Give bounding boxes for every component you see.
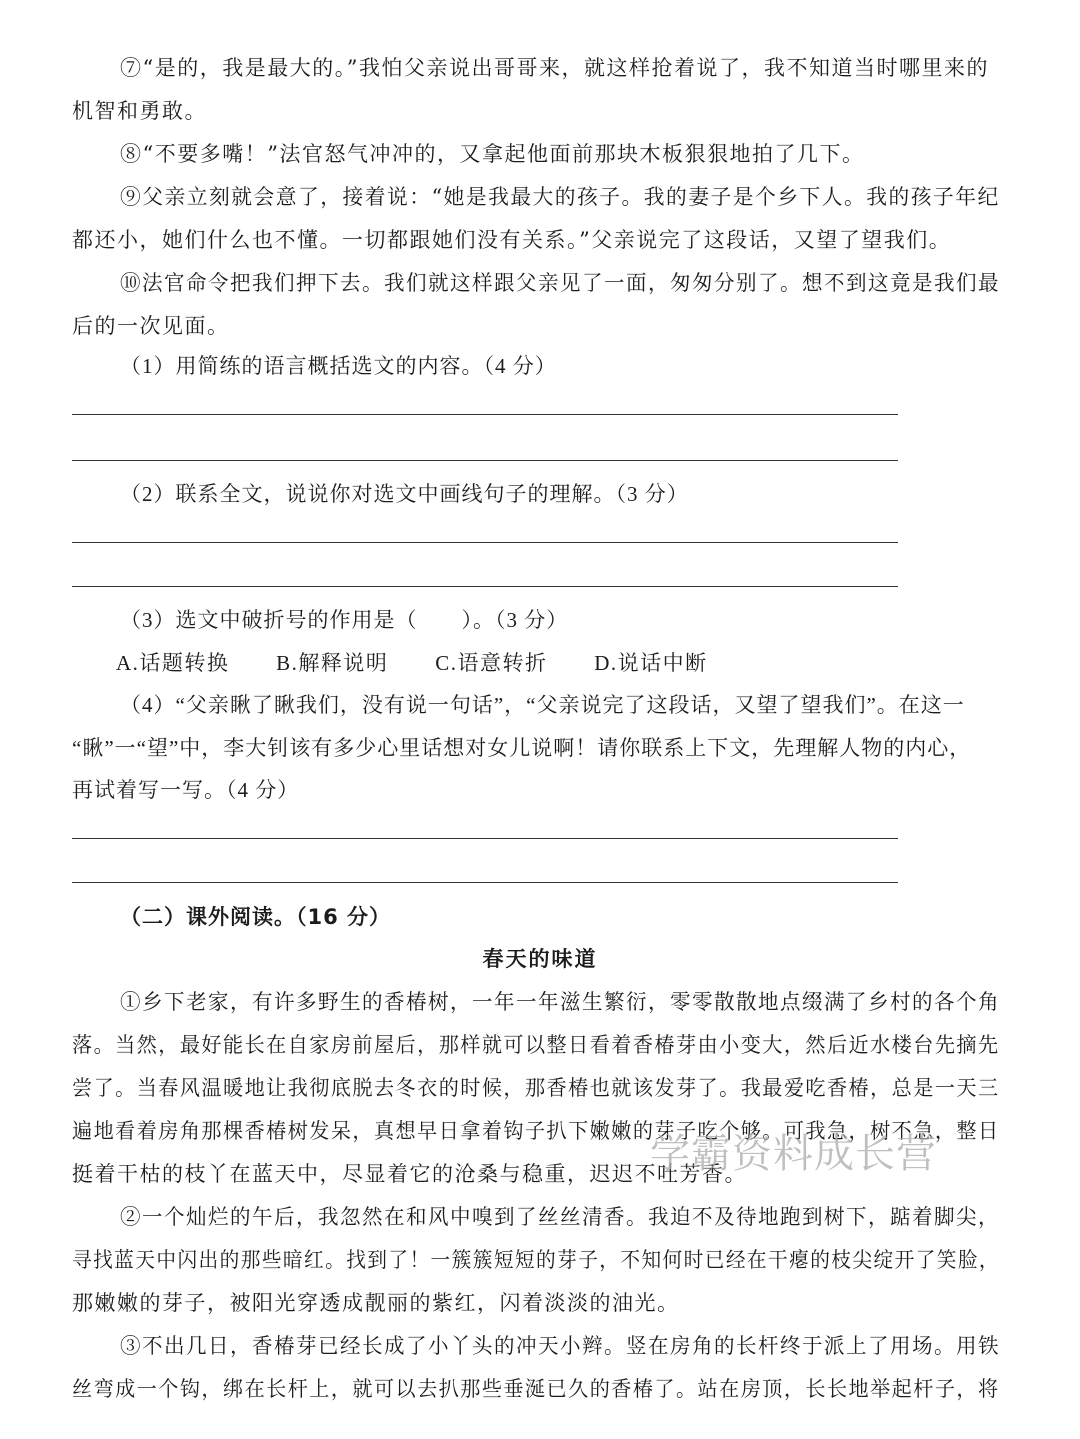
paragraph-7-line-2: 机智和勇敢。	[72, 99, 207, 123]
option-c[interactable]: C.语意转折	[435, 651, 548, 675]
option-a[interactable]: A.话题转换	[116, 651, 230, 675]
article-p2-line-1: ②一个灿烂的午后，我忽然在和风中嗅到了丝丝清香。我迫不及待地跑到树下，踮着脚尖，	[120, 1205, 1001, 1229]
section-heading: （二）课外阅读。（16 分）	[120, 905, 392, 929]
paragraph-10-line-2: 后的一次见面。	[72, 314, 230, 338]
paragraph-8: ⑧“不要多嘴！”法官怒气冲冲的，又拿起他面前那块木板狠狠地拍了几下。	[120, 142, 865, 166]
question-3: （3）选文中破折号的作用是（ ）。（3 分）	[120, 608, 569, 632]
question-4-line-3: 再试着写一写。（4 分）	[72, 778, 300, 802]
article-p3-line-1: ③不出几日，香椿芽已经长成了小丫头的冲天小辫。竖在房角的长杆终于派上了用场。用铁	[120, 1334, 1001, 1358]
article-p1-line-4: 遍地看着房角那棵香椿树发呆，真想早日拿着钩子扒下嫩嫩的芽子吃个够。可我急，树不急，整日	[72, 1119, 1000, 1143]
answer-line-q2-b[interactable]	[72, 586, 898, 587]
answer-line-q4-b[interactable]	[72, 882, 898, 883]
option-d[interactable]: D.说话中断	[594, 651, 708, 675]
answer-line-q1-a[interactable]	[72, 414, 898, 415]
option-b[interactable]: B.解释说明	[276, 651, 389, 675]
question-2: （2）联系全文，说说你对选文中画线句子的理解。（3 分）	[120, 482, 689, 506]
article-p2-line-2: 寻找蓝天中闪出的那些暗红。找到了！一簇簇短短的芽子，不知何时已经在干瘪的枝尖绽开了笑脸，	[72, 1248, 1001, 1272]
article-p1-line-3: 尝了。当春风温暖地让我彻底脱去冬衣的时候，那香椿也就该发芽了。我最爱吃香椿，总是一天三	[72, 1076, 1000, 1100]
question-4-line-2: “瞅”一“望”中，李大钊该有多少心里话想对女儿说啊！请你联系上下文，先理解人物的内心，	[72, 736, 972, 760]
article-title: 春天的味道	[482, 947, 598, 971]
article-p1-line-1: ①乡下老家，有许多野生的香椿树，一年一年滋生繁衍，零零散散地点缀满了乡村的各个角	[120, 990, 1001, 1014]
paragraph-7-line-1: ⑦“是的，我是最大的。”我怕父亲说出哥哥来，就这样抢着说了，我不知道当时哪里来的	[120, 56, 989, 80]
question-4-line-1: （4）“父亲瞅了瞅我们，没有说一句话”，“父亲说完了这段话，又望了望我们”。在这一	[120, 693, 965, 717]
paragraph-10-line-1: ⑩法官命令把我们押下去。我们就这样跟父亲见了一面，匆匆分别了。想不到这竟是我们最	[120, 271, 1001, 295]
watermark-text: 学霸资料成长营	[650, 1131, 937, 1177]
article-p3-line-2: 丝弯成一个钩，绑在长杆上，就可以去扒那些垂涎已久的香椿了。站在房顶，长长地举起杆子，将	[72, 1377, 1000, 1401]
paragraph-9-line-2: 都还小，她们什么也不懂。一切都跟她们没有关系。”父亲说完了这段话，又望了望我们。	[72, 228, 952, 252]
answer-line-q4-a[interactable]	[72, 838, 898, 839]
question-3-options	[116, 648, 748, 678]
question-1: （1）用简练的语言概括选文的内容。（4 分）	[120, 354, 557, 378]
article-p2-line-3: 那嫩嫩的芽子，被阳光穿透成靓丽的紫红，闪着淡淡的油光。	[72, 1291, 680, 1315]
answer-line-q2-a[interactable]	[72, 542, 898, 543]
article-p1-line-5: 挺着干枯的枝丫在蓝天中，尽显着它的沧桑与稳重，迟迟不吐芳香。	[72, 1162, 747, 1186]
answer-line-q1-b[interactable]	[72, 460, 898, 461]
article-p1-line-2: 落。当然，最好能长在自家房前屋后，那样就可以整日看着香椿芽由小变大，然后近水楼台先摘先	[72, 1033, 1000, 1057]
paragraph-9-line-1: ⑨父亲立刻就会意了，接着说：“她是我最大的孩子。我的妻子是个乡下人。我的孩子年纪	[120, 185, 1000, 209]
